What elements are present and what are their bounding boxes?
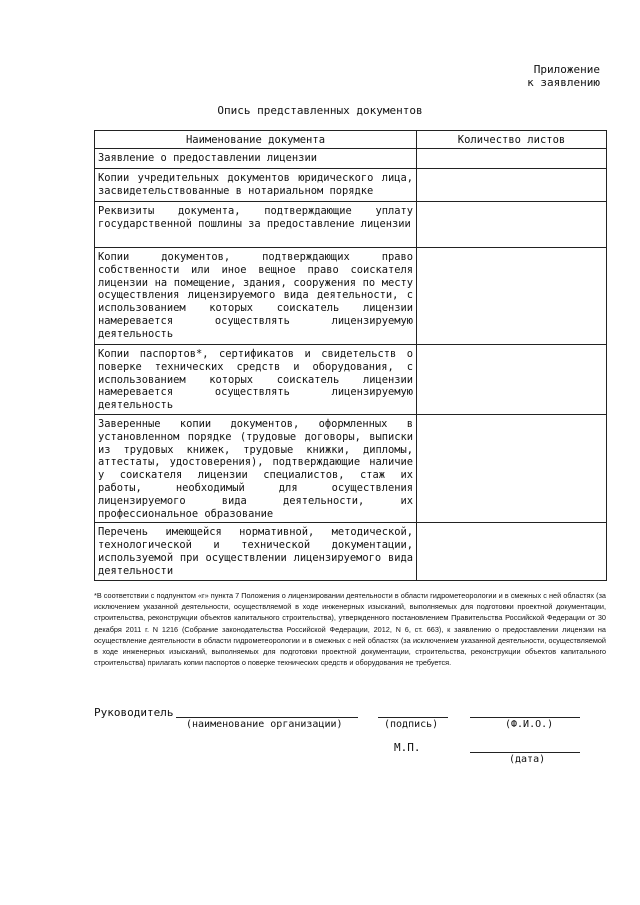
- document-name: Перечень имеющейся нормативной, методической, технологической и технической документации, используемой при осуществлении лицензируемого вида деятельности: [98, 526, 413, 577]
- column-header-name: Наименование документа: [95, 131, 417, 149]
- organization-line[interactable]: [176, 717, 358, 718]
- table-row: [95, 149, 607, 169]
- document-name-cell: [95, 415, 417, 523]
- sheet-count-cell[interactable]: [417, 248, 607, 345]
- document-name-cell: [95, 345, 417, 415]
- column-header-count: Количество листов: [417, 131, 607, 149]
- document-name-cell: [95, 248, 417, 345]
- document-name-cell: [95, 169, 417, 202]
- date-caption: (дата): [509, 754, 546, 765]
- full-name-line[interactable]: [470, 717, 580, 718]
- organization-caption: (наименование организации): [186, 719, 343, 730]
- signature-line[interactable]: [378, 717, 448, 718]
- footnote: *В соответствии с подпунктом «г» пункта 7 Положения о лицензировании деятельности в области гидрометеорологии и в смежных с ней областях (за исключением указанной деятельности, осуществляемой в ходе инженерных изысканий, выполняемых для подготовки проектной документации, строительства, реконструкции объектов капитального строительства), утвержденного постановлением Правительства Российской Федерации от 30 декабря 2011 г. N 1216 (Собрание законодательства Российской Федерации, 2012, N 6, ст. 663), к заявлению о предоставлении лицензии на осуществление деятельности в области гидрометеорологии и в смежных с ней областях (за исключением указанной деятельности, осуществляемой в ходе инженерных изысканий, выполняемых для подготовки проектной документации, строительства, реконструкции объектов капитального строительства) прилагать копии паспортов о поверке технических средств и оборудования не требуется.: [94, 591, 606, 668]
- signature-label: Руководитель: [94, 706, 174, 719]
- table-row: [95, 169, 607, 202]
- documents-table: [94, 130, 607, 581]
- table-row: [95, 248, 607, 345]
- stamp-placeholder: М.П.: [394, 741, 421, 754]
- sheet-count-cell[interactable]: [417, 345, 607, 415]
- date-line[interactable]: [470, 752, 580, 753]
- document-name: Копии паспортов*, сертификатов и свидетельств о поверке технических средств и оборудования, с использованием которых соискатель лицензии намеревается осуществлять лицензируемую деятельность: [98, 348, 413, 412]
- sheet-count-cell[interactable]: [417, 149, 607, 169]
- document-name: Заверенные копии документов, оформленных в установленном порядке (трудовые договоры, выписки из трудовых книжек, трудовые книжки, дипломы, аттестаты, удостоверения), подтверждающие наличие у соискателя лицензии специалистов, стаж их работы, необходимый для осуществления лицензируемого вида деятельности, их профессиональное образование: [98, 418, 413, 520]
- document-title: Опись представленных документов: [217, 104, 423, 117]
- appendix-note: [527, 63, 600, 89]
- document-name: Заявление о предоставлении лицензии: [98, 152, 317, 164]
- document-name-cell: [95, 202, 417, 248]
- document-name: Копии учредительных документов юридического лица, засвидетельствованные в нотариальном порядке: [98, 172, 413, 197]
- table-header-row: [95, 131, 607, 149]
- document-name-cell: [95, 149, 417, 169]
- table-row: [95, 202, 607, 248]
- document-name: Реквизиты документа, подтверждающие уплату государственной пошлины за предоставление лицензии: [98, 205, 413, 230]
- table-row: [95, 523, 607, 581]
- sheet-count-cell[interactable]: [417, 169, 607, 202]
- signature-caption: (подпись): [384, 719, 439, 730]
- document-name-cell: [95, 523, 417, 581]
- appendix-line-2: к заявлению: [527, 76, 600, 89]
- table-row: [95, 345, 607, 415]
- full-name-caption: (Ф.И.О.): [505, 719, 554, 730]
- sheet-count-cell[interactable]: [417, 202, 607, 248]
- appendix-line-1: Приложение: [533, 63, 600, 76]
- sheet-count-cell[interactable]: [417, 523, 607, 581]
- document-name: Копии документов, подтверждающих право собственности или иное вещное право соискателя лицензии на помещение, здания, сооружения по месту осуществления лицензируемого вида деятельности, с использованием которых соискатель лицензии намеревается осуществлять лицензируемую деятельность: [98, 251, 413, 340]
- table-row: [95, 415, 607, 523]
- sheet-count-cell[interactable]: [417, 415, 607, 523]
